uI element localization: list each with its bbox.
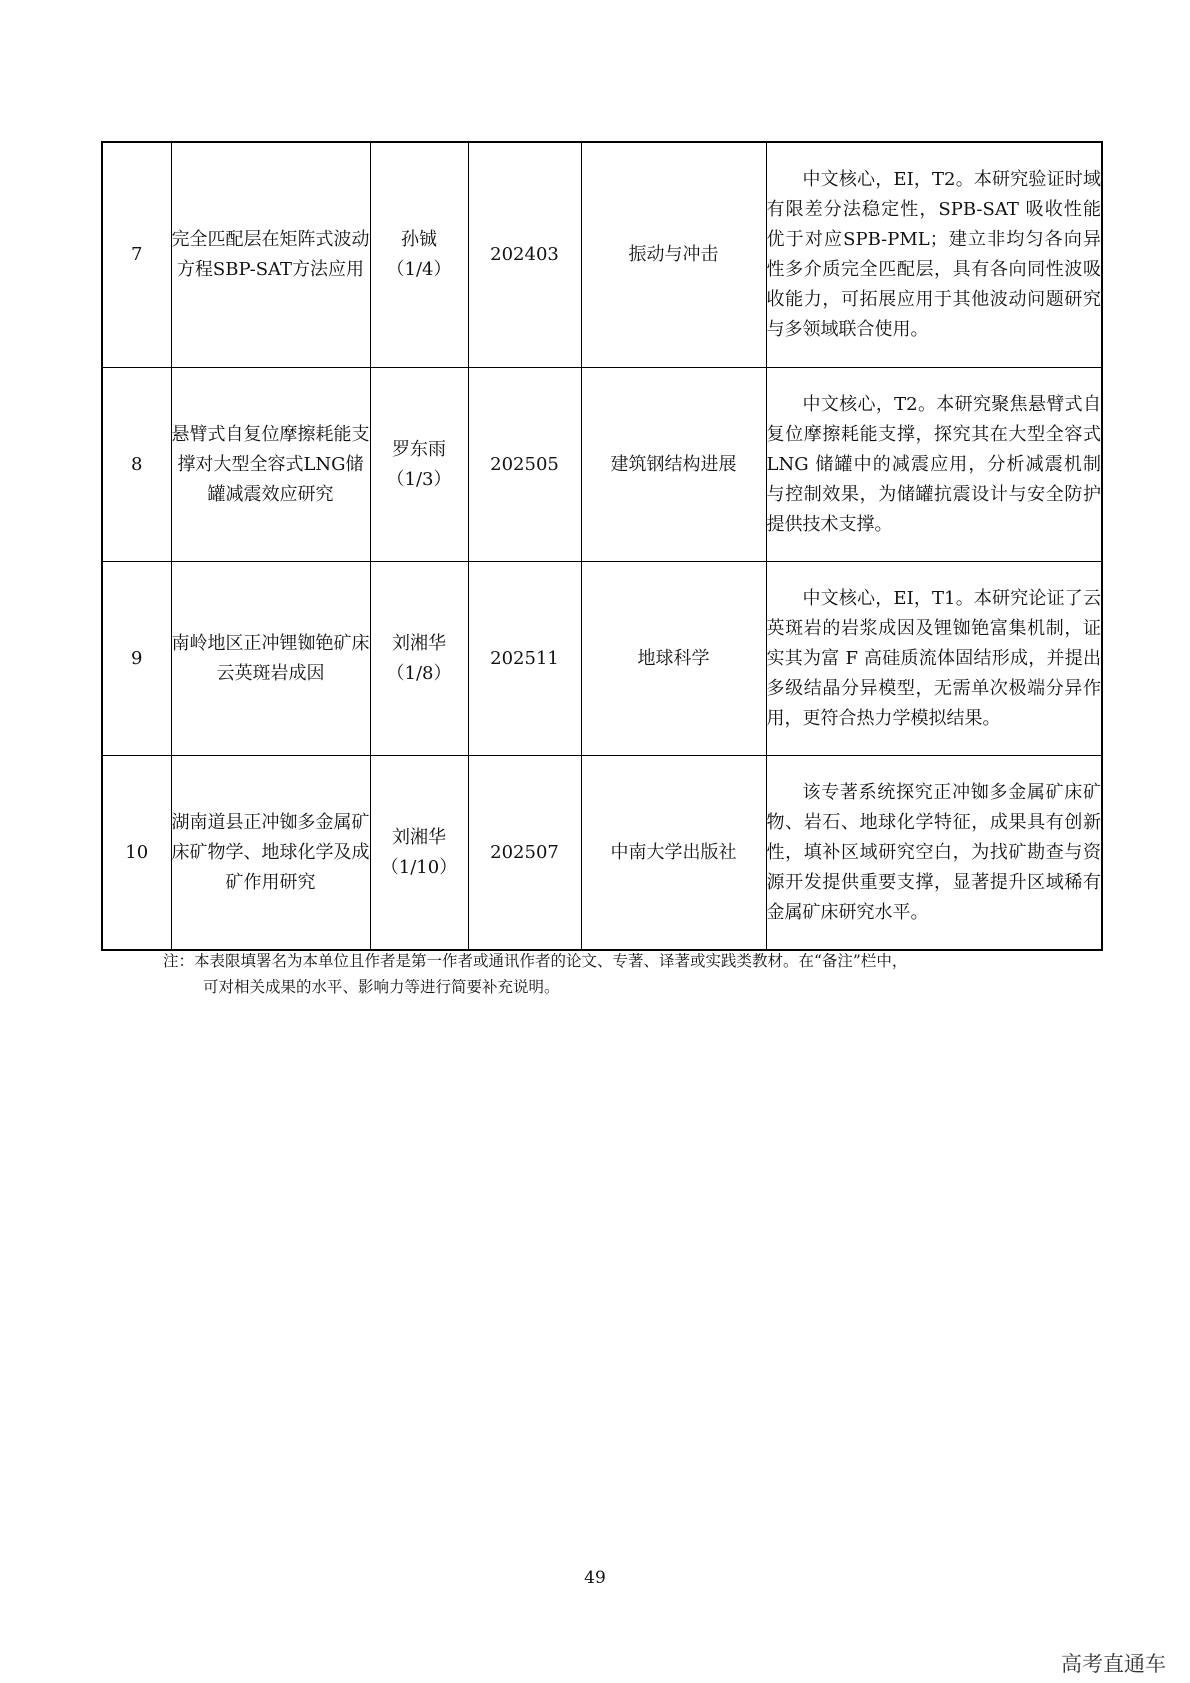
author-rank: （1/3）	[386, 468, 452, 490]
table-footnote	[163, 948, 1063, 1000]
remarks-cell	[766, 368, 1102, 562]
author-name: 罗东雨	[392, 438, 446, 460]
remarks-cell	[766, 562, 1102, 756]
author-rank: （1/4）	[386, 259, 452, 280]
table-row	[102, 756, 1102, 951]
author-rank: （1/8）	[386, 662, 452, 684]
publisher: 中南大学出版社	[581, 756, 766, 951]
row-number: 8	[102, 368, 171, 562]
paper-title: 南岭地区正冲锂铷铯矿床云英斑岩成因	[171, 562, 370, 756]
paper-title: 悬臂式自复位摩擦耗能支撑对大型全容式LNG储罐减震效应研究	[171, 368, 370, 562]
book-title: 湖南道县正冲铷多金属矿床矿物学、地球化学及成矿作用研究	[171, 756, 370, 951]
watermark: 高考直通车	[1061, 1652, 1166, 1676]
row-number: 9	[102, 562, 171, 756]
author-name: 刘湘华	[392, 632, 446, 654]
publish-date: 202403	[468, 142, 581, 368]
page-number: 49	[584, 1568, 606, 1588]
remarks-text: 中文核心，EI，T1。本研究论证了云英斑岩的岩浆成因及锂铷铯富集机制，证实其为富 F 高硅质流体固结形成，并提出多级结晶分异模型，无需单次极端分异作用，更符合热力学模拟结果。	[766, 587, 1101, 729]
publish-date: 202511	[468, 562, 581, 756]
remarks-text: 中文核心，T2。本研究聚焦悬臂式自复位摩擦耗能支撑，探究其在大型全容式 LNG 储罐中的减震应用，分析减震机制与控制效果，为储罐抗震设计与安全防护提供技术支撑。	[766, 393, 1101, 535]
publish-date: 202505	[468, 368, 581, 562]
author-rank: （1/10）	[380, 856, 458, 878]
row-number: 7	[102, 142, 171, 368]
publication-venue: 地球科学	[581, 562, 766, 756]
row-number: 10	[102, 756, 171, 951]
table-row	[102, 368, 1102, 562]
author-cell	[370, 756, 468, 951]
publish-date: 202507	[468, 756, 581, 951]
footnote-line-2: 可对相关成果的水平、影响力等进行简要补充说明。	[203, 978, 560, 996]
remarks-cell	[766, 142, 1102, 368]
author-cell	[370, 368, 468, 562]
remarks-text: 中文核心，EI，T2。本研究验证时域有限差分法稳定性，SPB-SAT 吸收性能优于对应SPB-PML；建立非均匀各向异性多介质完全匹配层，具有各向同性波吸收能力，可拓展应用于其他波动问题研究与多领域联合使用。	[766, 169, 1101, 340]
paper-title: 完全匹配层在矩阵式波动方程SBP-SAT方法应用	[171, 142, 370, 368]
publication-venue: 振动与冲击	[581, 142, 766, 368]
footnote-line-1: 注：本表限填署名为本单位且作者是第一作者或通讯作者的论文、专著、译著或实践类教材。在“备注”栏中，	[163, 952, 908, 970]
author-cell	[370, 562, 468, 756]
table-row	[102, 562, 1102, 756]
remarks-cell	[766, 756, 1102, 951]
author-cell	[370, 142, 468, 368]
publication-venue: 建筑钢结构进展	[581, 368, 766, 562]
author-name: 刘湘华	[392, 826, 446, 848]
achievements-table	[101, 141, 1103, 951]
author-name: 孙铖	[401, 229, 437, 250]
remarks-text: 该专著系统探究正冲铷多金属矿床矿物、岩石、地球化学特征，成果具有创新性，填补区域研究空白，为找矿勘查与资源开发提供重要支撑，显著提升区域稀有金属矿床研究水平。	[766, 781, 1101, 923]
table-row	[102, 142, 1102, 368]
